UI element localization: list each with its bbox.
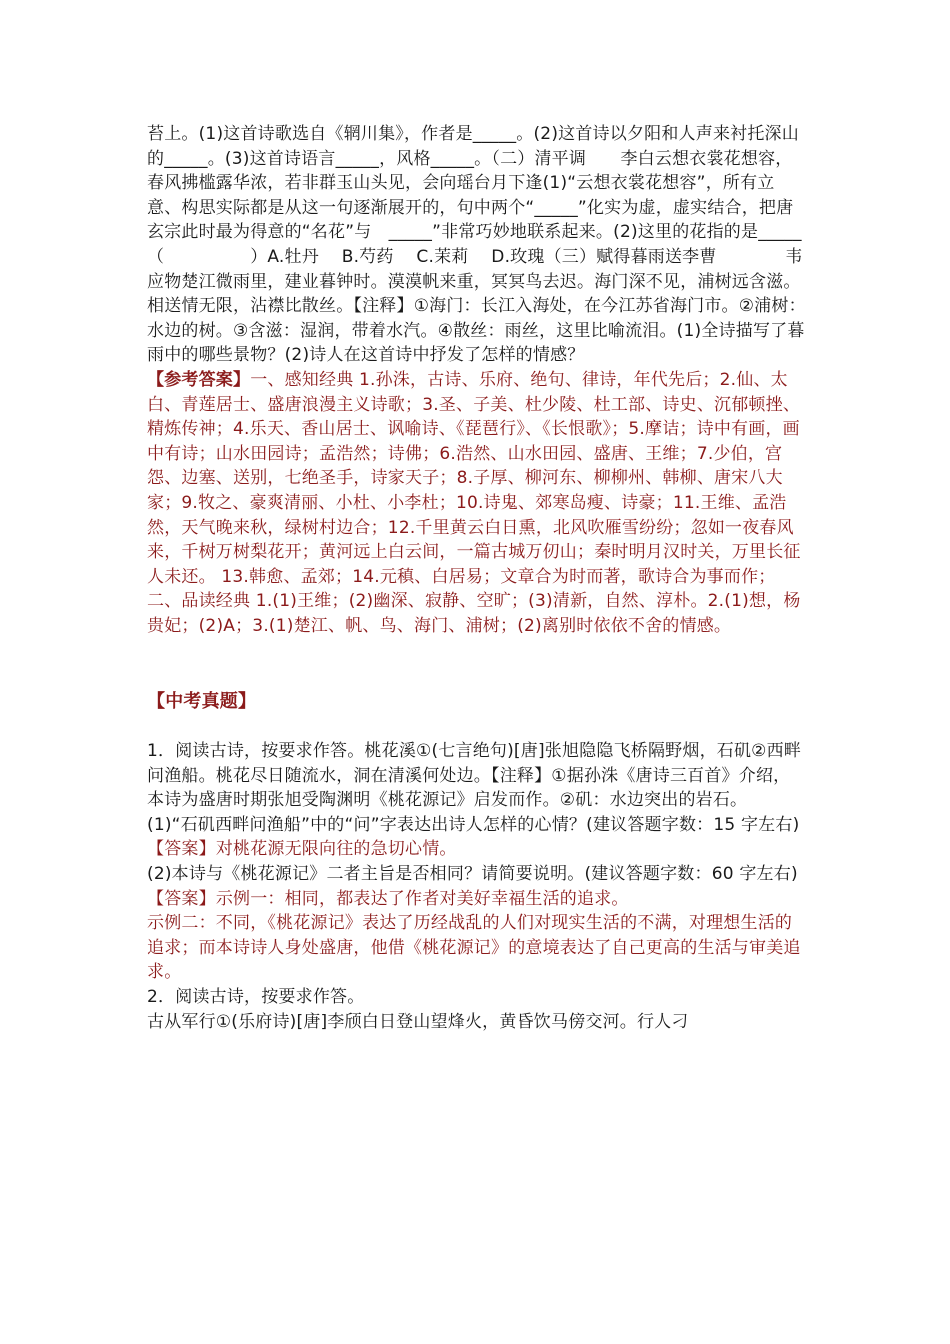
question-1-1: (1)“石矶西畔问渔船”中的“问”字表达出诗人怎样的心情？(建议答题字数：15 字左右) <box>147 814 800 835</box>
question-1-1-answer-text: 对桃花源无限向往的急切心情。 <box>215 839 457 860</box>
answer-label: 【答案】 <box>147 839 216 860</box>
question-1-2-answer-a-text: 示例一：相同，都表达了作者对美好幸福生活的追求。 <box>215 888 629 909</box>
document-page <box>147 122 807 1034</box>
question-1-2: (2)本诗与《桃花源记》二者主旨是否相同？请简要说明。(建议答题字数：60 字左右) <box>147 864 798 885</box>
section-title-exam: 【中考真题】 <box>147 691 257 713</box>
question-1-2-answer-a <box>147 887 807 912</box>
question-1-2-answer-b: 示例二：不同，《桃花源记》表达了历经战乱的人们对现实生活的不满，对理想生活的追求；而本诗诗人身处盛唐，他借《桃花源记》的意境表达了自己更高的生活与审美追求。 <box>147 913 801 983</box>
answer-label: 【答案】 <box>147 888 216 909</box>
reference-answer-label: 【参考答案】 <box>147 369 251 390</box>
question-2-poem: 古从军行①(乐府诗)[唐]李颀白日登山望烽火，黄昏饮马傍交河。行人刁 <box>147 1011 689 1032</box>
reference-answer-part1 <box>147 368 807 589</box>
question-1-intro: 1．阅读古诗，按要求作答。桃花溪①(七言绝句)[唐]张旭隐隐飞桥隔野烟，石矶②西畔问渔船。桃花尽日随流水，洞在清溪何处边。【注释】①据孙洙《唐诗三百首》介绍，本诗为盛唐时期张旭受陶渊明《桃花源记》启发而作。②矶：水边突出的岩石。 <box>147 741 802 811</box>
question-2-intro: 2．阅读古诗，按要求作答。 <box>147 987 365 1007</box>
question-text-block: 苔上。(1)这首诗歌选自《辋川集》，作者是_____。(2)这首诗以夕阳和人声来衬托深山的_____。(3)这首诗语言_____，风格_____。（二）清平调 李白云想衣裳花想容，春风拂槛露华浓，若非群玉山头见，会向瑶台月下逢(1)“云想衣裳花想容”，所有立意、构思实际都是从这一句逐渐展开的，句中两个“_____”化实为虚，虚实结合，把唐玄宗此时最为得意的“名花”与 _____”非常巧妙地联系起来。(2)这里的花指的是_____（ ）A.牡丹 B.芍药 C.茉莉 D.玫瑰（三）赋得暮雨送李曹 韦应物楚江微雨里，建业暮钟时。漠漠帆来重，冥冥鸟去迟。海门深不见，浦树远含滋。相送情无限，沾襟比散丝。【注释】①海门：长江入海处，在今江苏省海门市。②浦树：水边的树。③含滋：湿润，带着水汽。④散丝：雨丝，这里比喻流泪。(1)全诗描写了暮雨中的哪些景物？(2)诗人在这首诗中抒发了怎样的情感？ <box>147 124 806 366</box>
question-1-1-answer <box>147 837 807 862</box>
reference-answer-part1-text: 一、感知经典 1.孙洙，古诗、乐府、绝句、律诗，年代先后；2.仙、太白、青莲居士、盛唐浪漫主义诗歌；3.圣、子美、杜少陵、杜工部、诗史、沉郁顿挫、精炼传神；4.乐天、香山居士、讽喻诗、《琵琶行》、《长恨歌》；5.摩诘；诗中有画，画中有诗；山水田园诗；孟浩然；诗佛；6.浩然、山水田园、盛唐、王维；7.少伯，宫怨、边塞、送别，七绝圣手，诗家天子；8.子厚、柳河东、柳柳州、韩柳、唐宋八大家；9.牧之、豪爽清丽、小杜、小李杜；10.诗鬼、郊寒岛瘦、诗豪；11.王维、孟浩然，天气晚来秋，绿树村边合；12.千里黄云白日熏，北风吹雁雪纷纷；忽如一夜春风来，千树万树梨花开；黄河远上白云间，一篇古城万仞山；秦时明月汉时关，万里长征人未还。 13.韩愈、孟郊；14.元稹、白居易；文章合为时而著，歌诗合为事而作； <box>147 369 801 587</box>
reference-answer-part2: 二、品读经典 1.(1)王维；(2)幽深、寂静、空旷；(3)清新，自然、淳朴。2.(1)想，杨贵妃；(2)A；3.(1)楚江、帆、鸟、海门、浦树；(2)离别时依依不舍的情感。 <box>147 591 801 636</box>
